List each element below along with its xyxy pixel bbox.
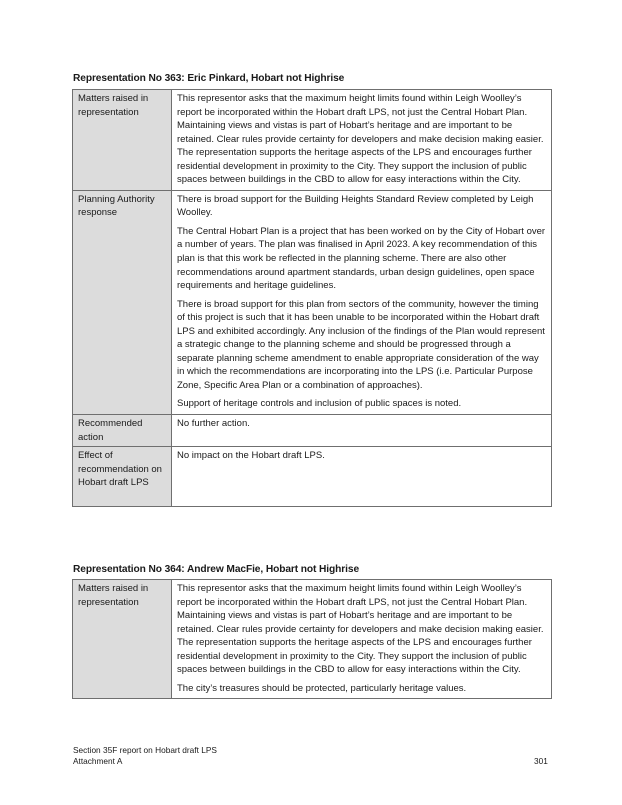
row-content xyxy=(172,190,552,414)
paragraph: There is broad support for the Building Heights Standard Review completed by Leigh Woolley. xyxy=(177,193,534,219)
row-content xyxy=(172,580,552,699)
paragraph: There is broad support for this plan from sectors of the community, however the timing of this project is such that it has been unable to be incorporated within the Hobart draft LPS and exhibited accordingly. Any inclusion of the findings of the Plan would represent a strategic change to the planning scheme and should be progressed through a separate planning scheme amendment to enable appropriate consideration of the way in which the recommendations are incorporating into the LPS (i.e. Particular Purpose Zone, Specific Area Plan or a combination of approaches). xyxy=(177,298,545,391)
row-label: Matters raised in representation xyxy=(73,580,172,699)
row-label: Matters raised in representation xyxy=(73,90,172,191)
row-content xyxy=(172,447,552,507)
footer-report-title: Section 35F report on Hobart draft LPS xyxy=(73,745,217,755)
row-content xyxy=(172,90,552,191)
page-number: 301 xyxy=(534,756,548,766)
paragraph: This representor asks that the maximum height limits found within Leigh Woolley’s report be incorporated within the Hobart draft LPS, not just the Central Hobart Plan. Maintaining views and vistas is part of Hobart’s heritage and are important to be retained. Clear rules provide certainty for developers and make decision making easier. The representation supports the heritage aspects of the LPS and encourages further residential development in proximity to the City. They support the inclusion of public spaces between buildings in the CBD to allow for easy interactions within the City. xyxy=(177,583,544,676)
footer xyxy=(73,745,217,767)
footer-attachment: Attachment A xyxy=(73,756,123,766)
table-row xyxy=(73,90,552,191)
table-row xyxy=(73,415,552,447)
row-label: Planning Authority response xyxy=(73,190,172,414)
table-row xyxy=(73,190,552,414)
row-label: Effect of recommendation on Hobart draft LPS xyxy=(73,447,172,507)
paragraph: Support of heritage controls and inclusion of public spaces is noted. xyxy=(177,398,462,410)
paragraph: This representor asks that the maximum height limits found within Leigh Woolley’s report be incorporated within the Hobart draft LPS, not just the Central Hobart Plan. Maintaining views and vistas is part of Hobart’s heritage and are important to be retained. Clear rules provide certainty for developers and make decision making easier. The representation supports the heritage aspects of the LPS and encourages further residential development in proximity to the City. They support the inclusion of public spaces between buildings in the CBD to allow for easy interactions within the City. xyxy=(177,93,544,186)
table-row xyxy=(73,580,552,699)
paragraph: The city’s treasures should be protected, particularly heritage values. xyxy=(177,682,467,694)
row-content xyxy=(172,415,552,447)
paragraph: No impact on the Hobart draft LPS. xyxy=(177,450,325,462)
row-label: Recommended action xyxy=(73,415,172,447)
table-row xyxy=(73,447,552,507)
representation-heading: Representation No 363: Eric Pinkard, Hobart not Highrise xyxy=(73,73,345,84)
representation-table xyxy=(72,579,552,699)
representation-table xyxy=(72,89,552,507)
paragraph: The Central Hobart Plan is a project that has been worked on by the City of Hobart over a number of years. The plan was finalised in April 2023. A key recommendation of this plan is that this work be reflected in the planning scheme. There are also other recommendations around apartment standards, urban design guidelines, open space requirements and heritage guidelines. xyxy=(177,225,546,292)
representation-heading: Representation No 364: Andrew MacFie, Hobart not Highrise xyxy=(73,564,360,575)
paragraph: No further action. xyxy=(177,418,250,430)
